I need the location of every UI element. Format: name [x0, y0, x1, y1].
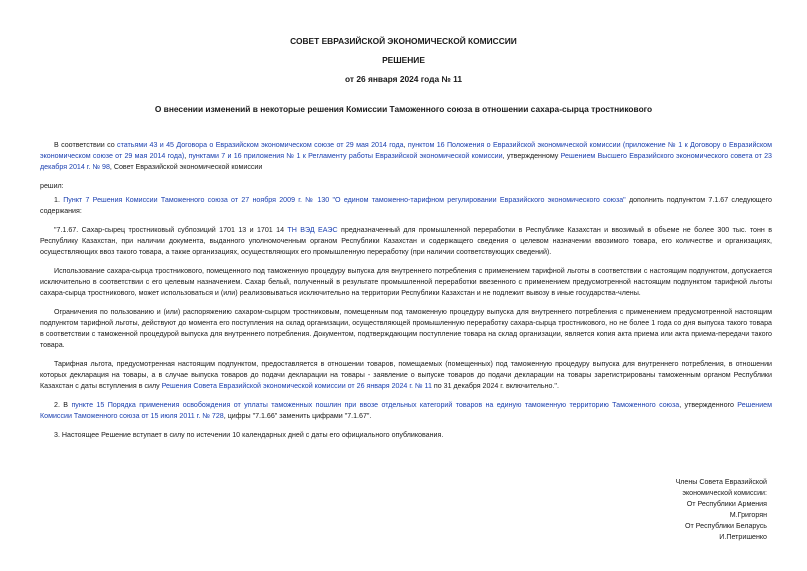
- text-span: ,: [403, 141, 408, 149]
- signature-line: экономической комиссии:: [682, 489, 767, 497]
- text-span: , цифры "7.1.66" заменить цифрами "7.1.67".: [223, 412, 372, 420]
- text-span: , утвержденному: [502, 152, 561, 160]
- text-span: Тарифная льгота, предусмотренная настоящим подпунктом, предоставляется в отношении товаров, помещаемых (помещенных) под таможенную процедуру выпуска для внутреннего потребления, в отношении которых декларация на товары, а в случае выпуска товаров до подачи декларации на товары - заявление о выпуске товаров до подачи декларации на товары зарегистрированы таможенным органом Республики Казахстан с даты вступления в силу: [40, 360, 772, 390]
- signature-line: И.Петришенко: [719, 533, 767, 541]
- text-span: , утвержденного: [679, 401, 738, 409]
- subitem-7167-paragraph: [40, 225, 772, 258]
- tariff-benefit-paragraph: [40, 359, 772, 392]
- signature-line: От Республики Армения: [686, 500, 767, 508]
- document-type: РЕШЕНИЕ: [382, 55, 425, 65]
- signature-line: М.Григорян: [729, 511, 767, 519]
- item-2-paragraph: [40, 400, 772, 422]
- link-decision-130[interactable]: Пункт 7 Решения Комиссии Таможенного союза от 27 ноября 2009 г. № 130 "О едином таможенно-тарифном регулировании Евразийского экономического союза": [63, 196, 626, 204]
- link-work-rules[interactable]: пунктами 7 и 16 приложения № 1 к Регламенту работы Евразийской экономической комиссии: [188, 152, 503, 160]
- signature-line: Члены Совета Евразийской: [675, 478, 767, 486]
- issuing-organization: СОВЕТ ЕВРАЗИЙСКОЙ ЭКОНОМИЧЕСКОЙ КОМИССИИ: [290, 36, 517, 46]
- text-span: 2. В: [54, 401, 72, 409]
- preamble-paragraph: [40, 140, 772, 173]
- text-span: ,: [184, 152, 189, 160]
- link-supreme-council-decision[interactable]: Решением Высшего Евразийского экономического совета от 23 декабря 2014 г. № 98: [40, 152, 772, 171]
- item-3-paragraph: 3. Настоящее Решение вступает в силу по истечении 10 календарных дней с даты его официального опубликования.: [54, 431, 444, 439]
- link-commission-regulation[interactable]: пунктом 16 Положения о Евразийской экономической комиссии (приложение № 1 к Договору о Евразийском экономическом союзе от 29 мая 2014 года): [40, 141, 772, 160]
- text-span: 1.: [54, 196, 64, 204]
- usage-paragraph: Использование сахара-сырца тростникового, помещенного под таможенную процедуру выпуска для внутреннего потребления с применением тарифной льготы в соответствии с настоящим подпунктом, допускается исключительно в соответствии с его целевым назначением. Сахар белый, полученный в результате промышленной переработки ввезенного с применением предусмотренной настоящим подпунктом тарифной льготы сахара-сырца тростникового, может использоваться и (или) реализовываться исключительно на территории Республики Казахстан и не подлежит вывозу в иные государства-члены.: [40, 267, 772, 297]
- decided-label: решил:: [40, 182, 64, 190]
- document-body: [40, 140, 772, 449]
- document-date-number: от 26 января 2024 года № 11: [345, 74, 462, 84]
- text-span: дополнить подпунктом 7.1.67 следующего содержания:: [40, 196, 772, 215]
- text-span: "7.1.67. Сахар-сырец тростниковый субпозиций 1701 13 и 1701 14: [54, 226, 288, 234]
- link-tn-ved[interactable]: ТН ВЭД ЕАЭС: [287, 226, 338, 234]
- item-1-paragraph: [40, 195, 772, 217]
- text-span: , Совет Евразийской экономической комиссии: [109, 163, 263, 171]
- text-span: по 31 декабря 2024 г. включительно.".: [431, 382, 559, 390]
- link-treaty-articles[interactable]: статьями 43 и 45 Договора о Евразийском экономическом союзе от 29 мая 2014 года: [117, 141, 404, 149]
- signature-block: [676, 477, 767, 543]
- document-subject: О внесении изменений в некоторые решения Комиссии Таможенного союза в отношении сахара-сырца тростникового: [154, 104, 653, 114]
- signature-line: От Республики Беларусь: [684, 522, 767, 530]
- link-decision-11[interactable]: Решения Совета Евразийской экономической комиссии от 26 января 2024 г. № 11: [161, 382, 432, 390]
- text-span: В соответствии со: [54, 141, 118, 149]
- link-exemption-procedure[interactable]: пункте 15 Порядка применения освобождения от уплаты таможенных пошлин при ввозе отдельных категорий товаров на единую таможенную территорию Таможенного союза: [71, 401, 680, 409]
- restrictions-paragraph: Ограничения по пользованию и (или) распоряжению сахаром-сырцом тростниковым, помещенным под таможенную процедуру выпуска для внутреннего потребления с применением предусмотренной настоящим подпунктом тарифной льготы, действуют до момента его поступления на склад организации, осуществляющей промышленную переработку сахара-сырца тростникового, но не более 1 года со дня выпуска такого товара в соответствии с таможенной процедурой выпуска для внутреннего потребления. Документом, подтверждающим поступление товара на склад организации, является копия акта приема или акта приема-передачи такого товара.: [40, 308, 772, 349]
- link-decision-728[interactable]: Решением Комиссии Таможенного союза от 15 июля 2011 г. № 728: [40, 401, 772, 420]
- text-span: предназначенный для промышленной переработки в Республике Казахстан и ввозимый в объеме не более 300 тыс. тонн в Республику Казахстан, при наличии документа, выданного уполномоченным органом Республики Казахстан и содержащего сведения о целевом назначении ввозимого товара, его количестве и организациях, осуществляющих ввоз такого товара, а также организациях, осуществляющих его промышленную переработку (при наличии соответствующих сведений).: [40, 226, 772, 256]
